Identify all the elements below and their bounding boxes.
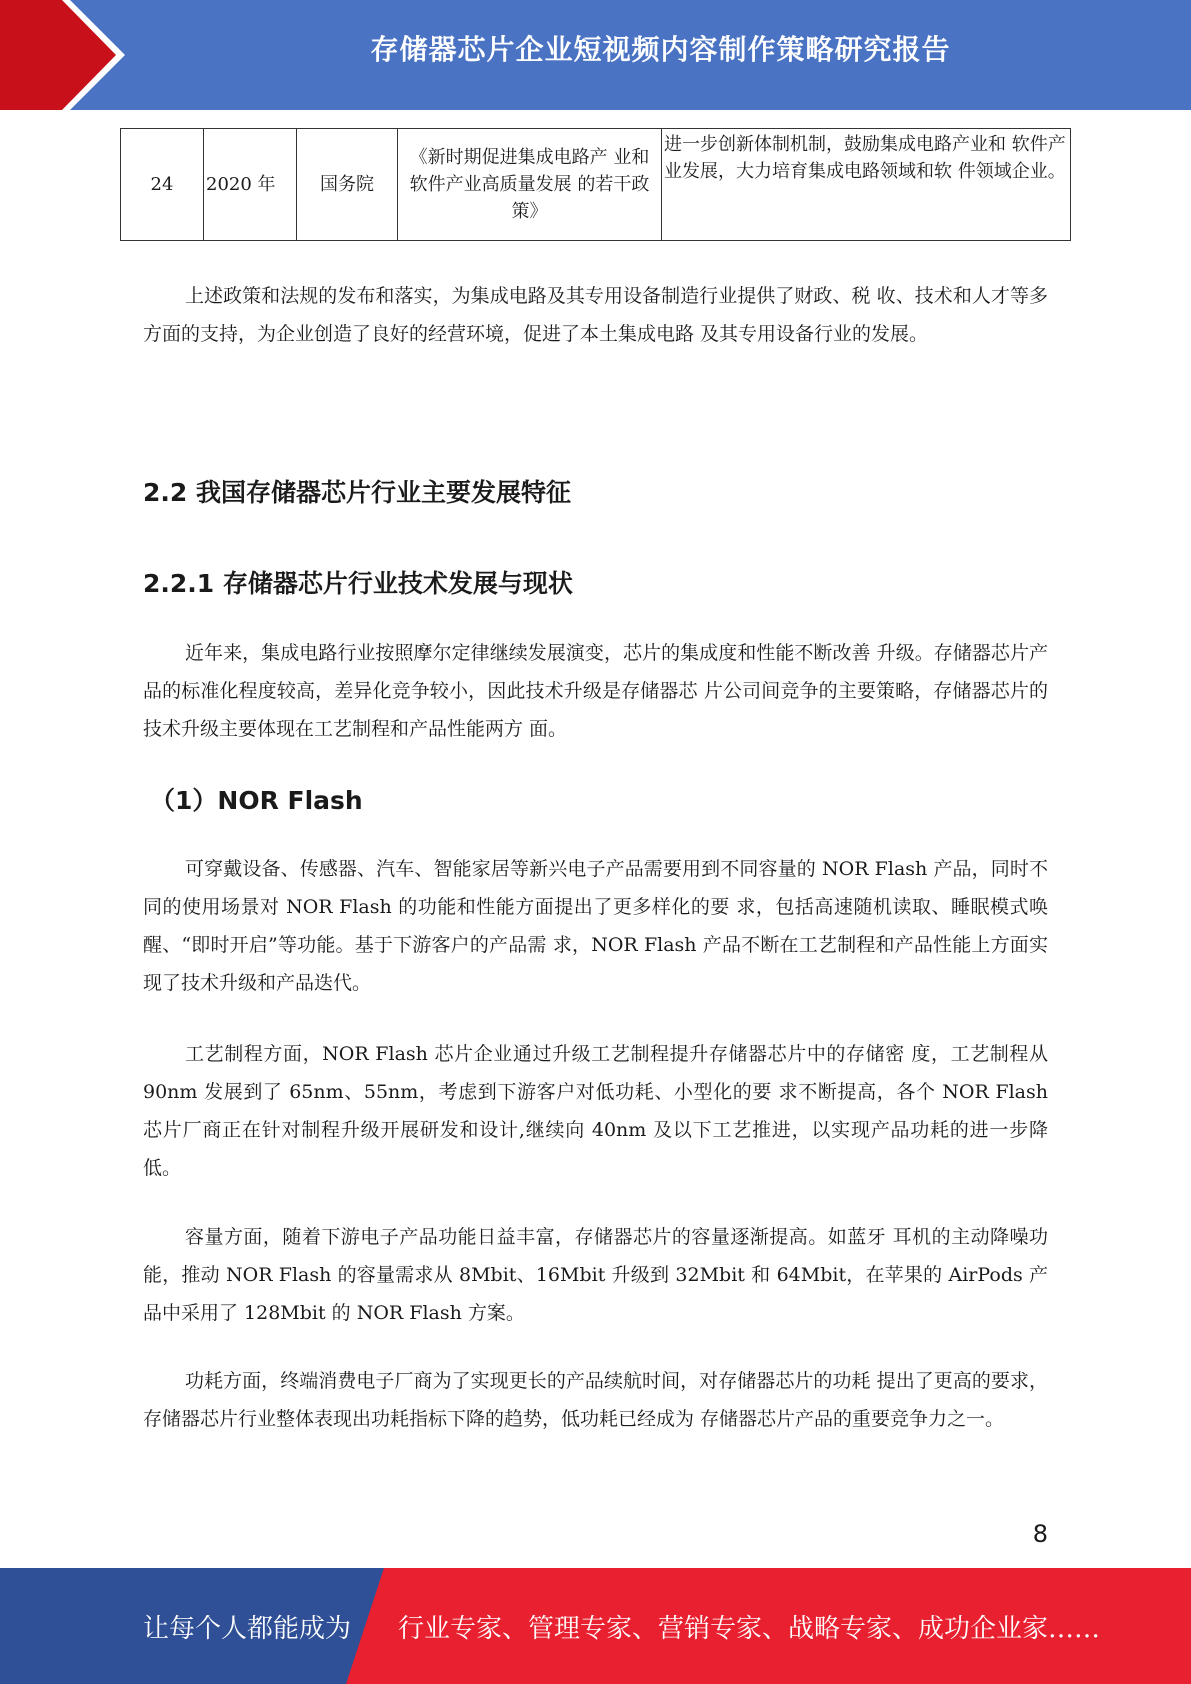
footer-slogan-left: 让每个人都能成为 (143, 1614, 352, 1644)
footer-slogan-right: 行业专家、管理专家、营销专家、战略专家、成功企业家…… (398, 1614, 1101, 1644)
table-cell-description: 进一步创新体制机制，鼓励集成电路产业和 软件产业发展，大力培育集成电路领域和软 件领域企业。 (662, 129, 1071, 241)
paragraph-power: 功耗方面，终端消费电子厂商为了实现更长的产品续航时间，对存储器芯片的功耗 提出了更高的要求，存储器芯片行业整体表现出功耗指标下降的趋势，低功耗已经成为 存储器芯片产品的重要竞争力之一。 (143, 1370, 1048, 1430)
table-cell-issuer: 国务院 (297, 129, 398, 241)
page-number: 8 (1032, 1520, 1048, 1548)
intro-paragraph: 上述政策和法规的发布和落实，为集成电路及其专用设备制造行业提供了财政、税 收、技术和人才等多方面的支持，为企业创造了良好的经营环境，促进了本土集成电路 及其专用设备行业的发展。 (143, 285, 1048, 345)
table-cell-document: 《新时期促进集成电路产 业和软件产业高质量发展 的若干政策》 (398, 129, 662, 241)
table-row (121, 129, 1071, 241)
header-arrow-decoration (0, 0, 170, 110)
header-banner (0, 0, 1191, 110)
item-heading: （1）NOR Flash (150, 786, 363, 815)
table-cell-year: 2020 年 (204, 129, 297, 241)
policy-table (120, 128, 1071, 241)
paragraph-capacity: 容量方面，随着下游电子产品功能日益丰富，存储器芯片的容量逐渐提高。如蓝牙 耳机的主动降噪功能，推动 NOR Flash 的容量需求从 8Mbit、16Mbit 升级到 32Mbit 和 64Mbit，在苹果的 AirPods 产品中采用了 128Mbit 的 NOR Flash 方案。 (143, 1226, 1048, 1324)
table-cell-number: 24 (121, 129, 204, 241)
subsection-paragraph: 近年来，集成电路行业按照摩尔定律继续发展演变，芯片的集成度和性能不断改善 升级。存储器芯片产品的标准化程度较高，差异化竞争较小，因此技术升级是存储器芯 片公司间竞争的主要策略，存储器芯片的技术升级主要体现在工艺制程和产品性能两方 面。 (143, 642, 1048, 740)
paragraph-process: 工艺制程方面，NOR Flash 芯片企业通过升级工艺制程提升存储器芯片中的存储密 度，工艺制程从 90nm 发展到了 65nm、55nm，考虑到下游客户对低功耗、小型化的要 求不断提高，各个 NOR Flash 芯片厂商正在针对制程升级开展研发和设计,继续向 40nm 及以下工艺推进，以实现产品功耗的进一步降低。 (143, 1043, 1048, 1179)
subsection-heading: 2.2.1 存储器芯片行业技术发展与现状 (143, 569, 573, 598)
footer-banner (0, 1568, 1191, 1684)
report-title: 存储器芯片企业短视频内容制作策略研究报告 (370, 33, 951, 66)
section-heading: 2.2 我国存储器芯片行业主要发展特征 (143, 478, 571, 507)
paragraph-nor-flash-intro: 可穿戴设备、传感器、汽车、智能家居等新兴电子产品需要用到不同容量的 NOR Flash 产品，同时不同的使用场景对 NOR Flash 的功能和性能方面提出了更多样化的要 求，包括高速随机读取、睡眠模式唤醒、“即时开启”等功能。基于下游客户的产品需 求，NOR Flash 产品不断在工艺制程和产品性能上方面实现了技术升级和产品迭代。 (143, 858, 1048, 994)
